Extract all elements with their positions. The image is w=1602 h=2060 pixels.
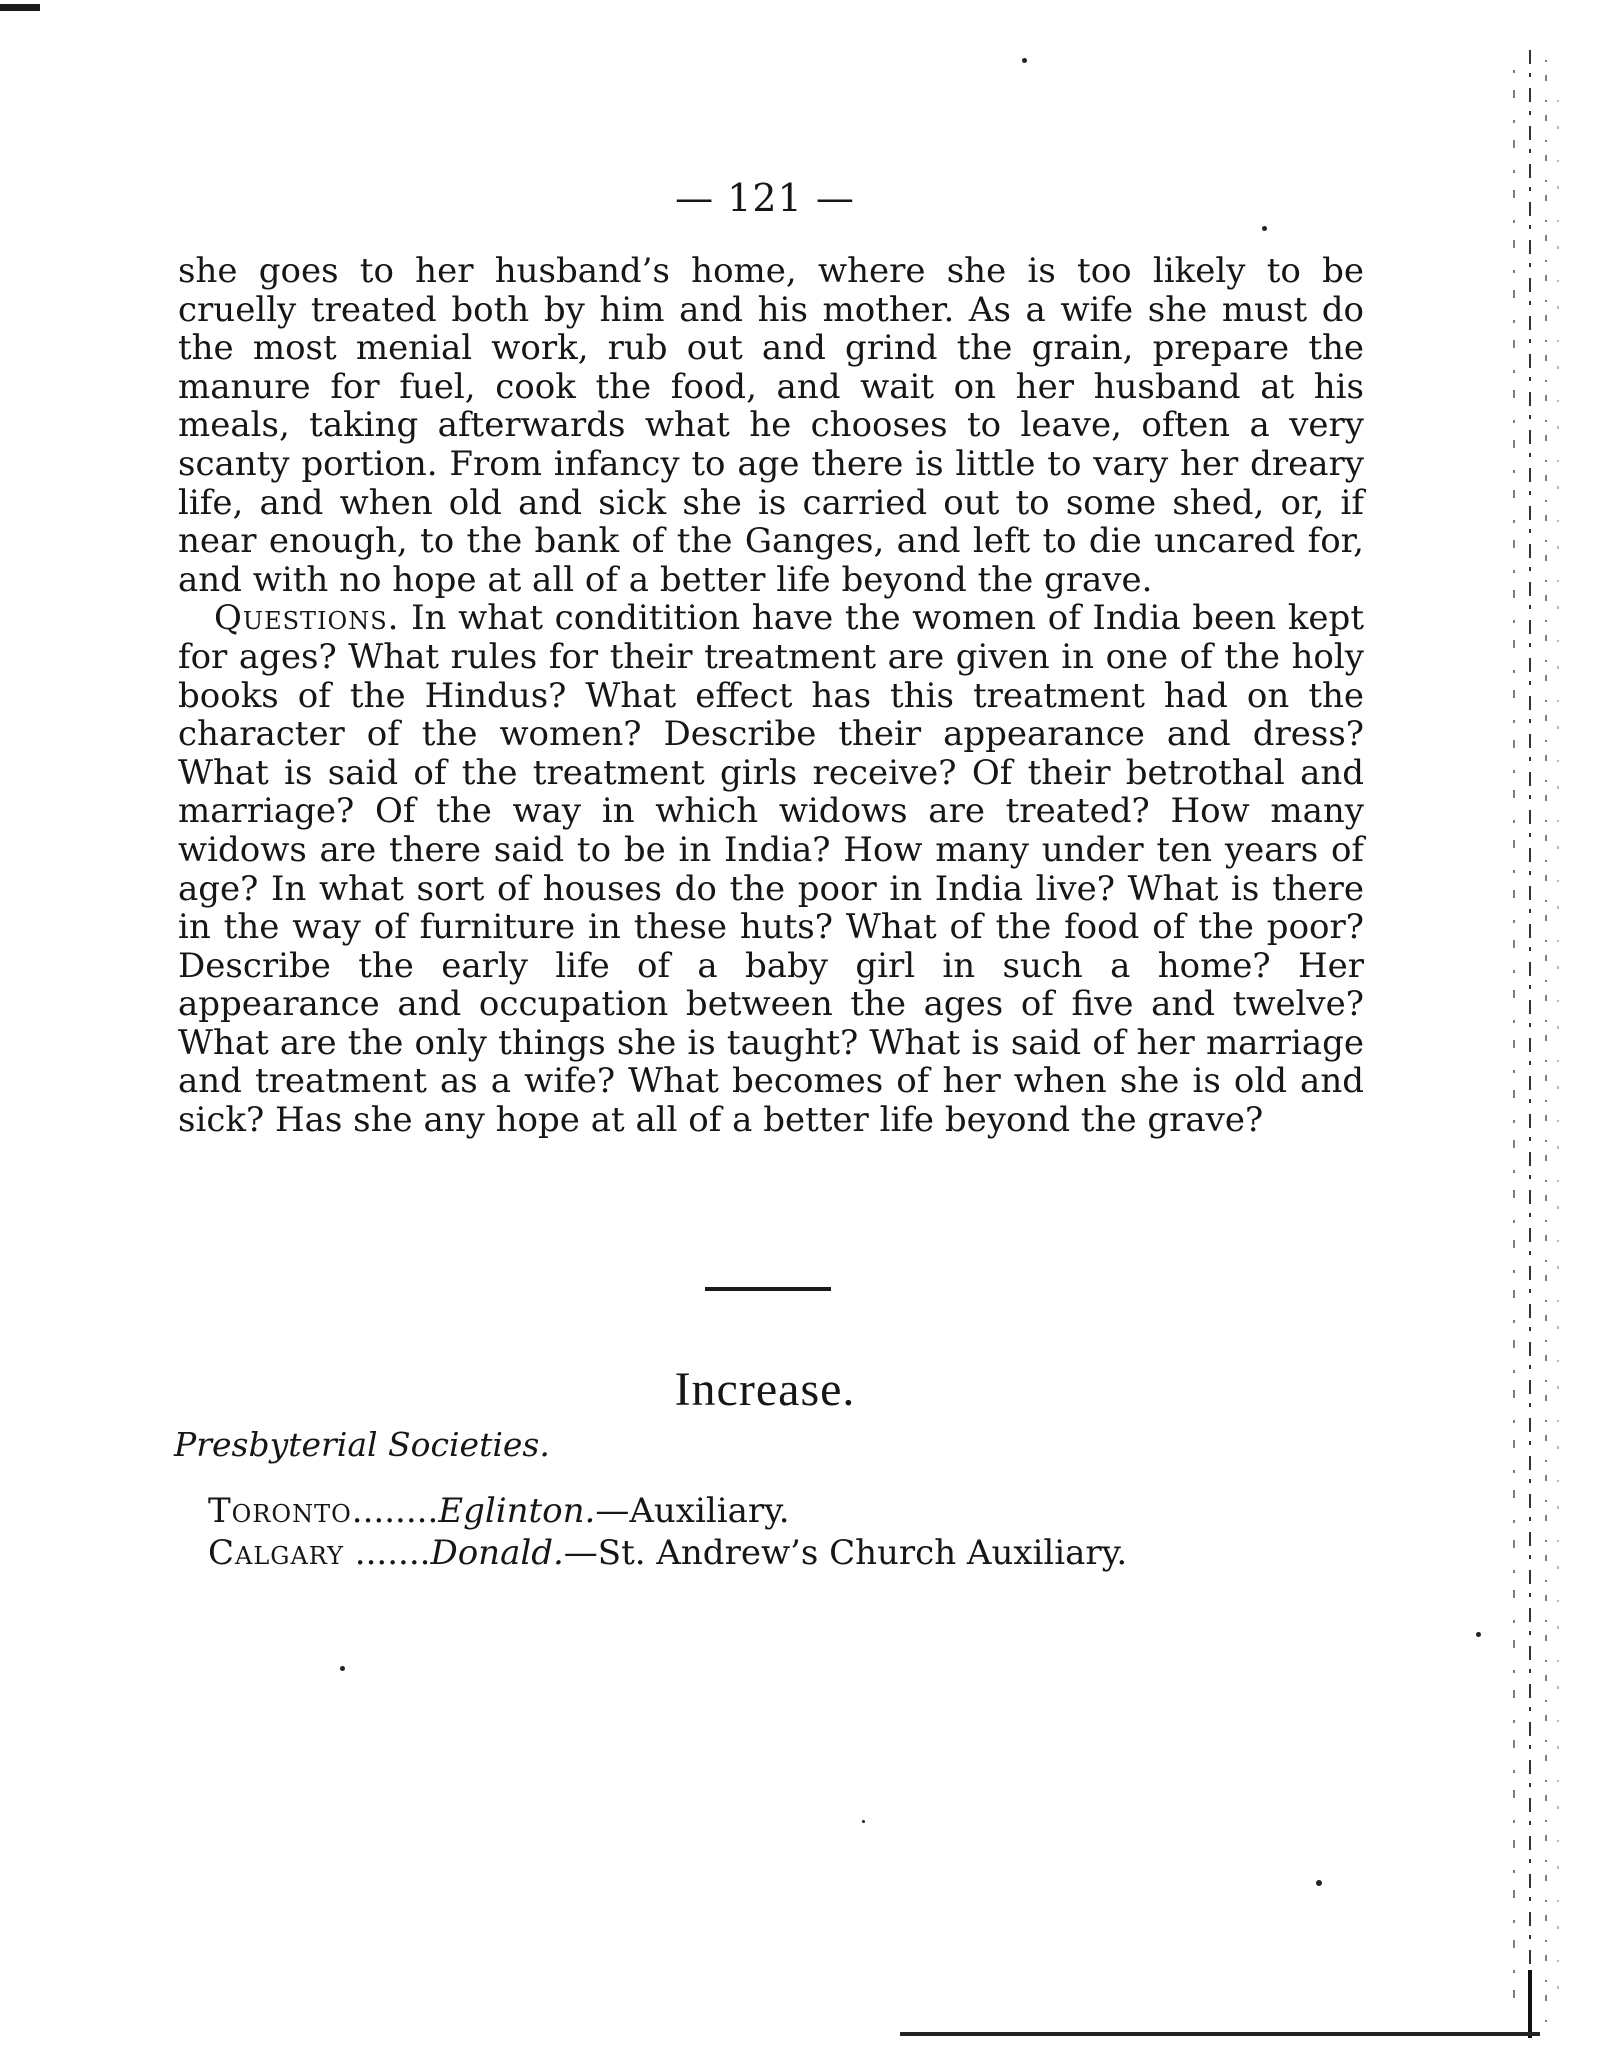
society-entry <box>208 1490 1127 1532</box>
page-edge-bleed <box>1500 40 1570 2040</box>
page-number: — 121 — <box>675 176 855 220</box>
entry-place: Calgary <box>208 1533 344 1573</box>
increase-subheading: Presbyterial Societies. <box>174 1425 550 1464</box>
ink-speck <box>1262 226 1267 231</box>
questions-paragraph <box>178 599 1364 1139</box>
entry-leader: ........ <box>351 1491 439 1531</box>
ink-speck <box>862 1820 865 1823</box>
entry-detail: —Auxiliary. <box>595 1491 790 1531</box>
ink-speck <box>1476 1632 1481 1637</box>
increase-heading: Increase. <box>674 1363 856 1416</box>
questions-text: In what conditition have the women of India been kept for ages? What rules for their treatment are given in one of the holy books of the Hindus? What effect has this treatment had on the character of the women? Describe their appearance and dress? What is said of the treatment girls receive? Of their betrothal and marriage? Of the way in which widows are treated? How many widows are there said to be in India? How many under ten years of age? In what sort of houses do the poor in India live? What is there in the way of furniture in these huts? What of the food of the poor? Describe the early life of a baby girl in such a home? Her appearance and occupation between the ages of five and twelve? What are the only things she is taught? What is said of her marriage and treatment as a wife? What becomes of her when she is old and sick? Has she any hope at all of a better life beyond the grave? <box>178 598 1364 1141</box>
body-text <box>178 252 1364 1140</box>
entry-detail: —St. Andrew’s Church Auxiliary. <box>563 1533 1128 1573</box>
section-divider <box>705 1287 831 1291</box>
ink-speck <box>1316 1880 1322 1886</box>
page-bottom-rule <box>900 2032 1540 2036</box>
ink-speck <box>340 1666 345 1671</box>
society-entry <box>208 1532 1127 1574</box>
entry-place: Toronto <box>208 1491 352 1531</box>
ink-speck <box>1022 58 1027 63</box>
body-paragraph: she goes to her husband’s home, where she is too likely to be cruelly treated both by him and his mother. As a wife she must do the most menial work, rub out and grind the grain, prepare the manure for fuel, cook the food, and wait on her husband at his meals, taking afterwards what he chooses to leave, often a very scanty portion. From infancy to age there is little to vary her dreary life, and when old and sick she is carried out to some shed, or, if near enough, to the bank of the Ganges, and left to die uncared for, and with no hope at all of a better life beyond the grave. <box>178 251 1364 600</box>
entry-branch: Donald. <box>430 1533 564 1573</box>
society-entries <box>208 1490 1127 1574</box>
entry-leader: ....... <box>343 1533 431 1573</box>
questions-label: Questions. <box>214 598 400 639</box>
entry-branch: Eglinton. <box>438 1491 596 1531</box>
corner-mark <box>0 4 40 11</box>
